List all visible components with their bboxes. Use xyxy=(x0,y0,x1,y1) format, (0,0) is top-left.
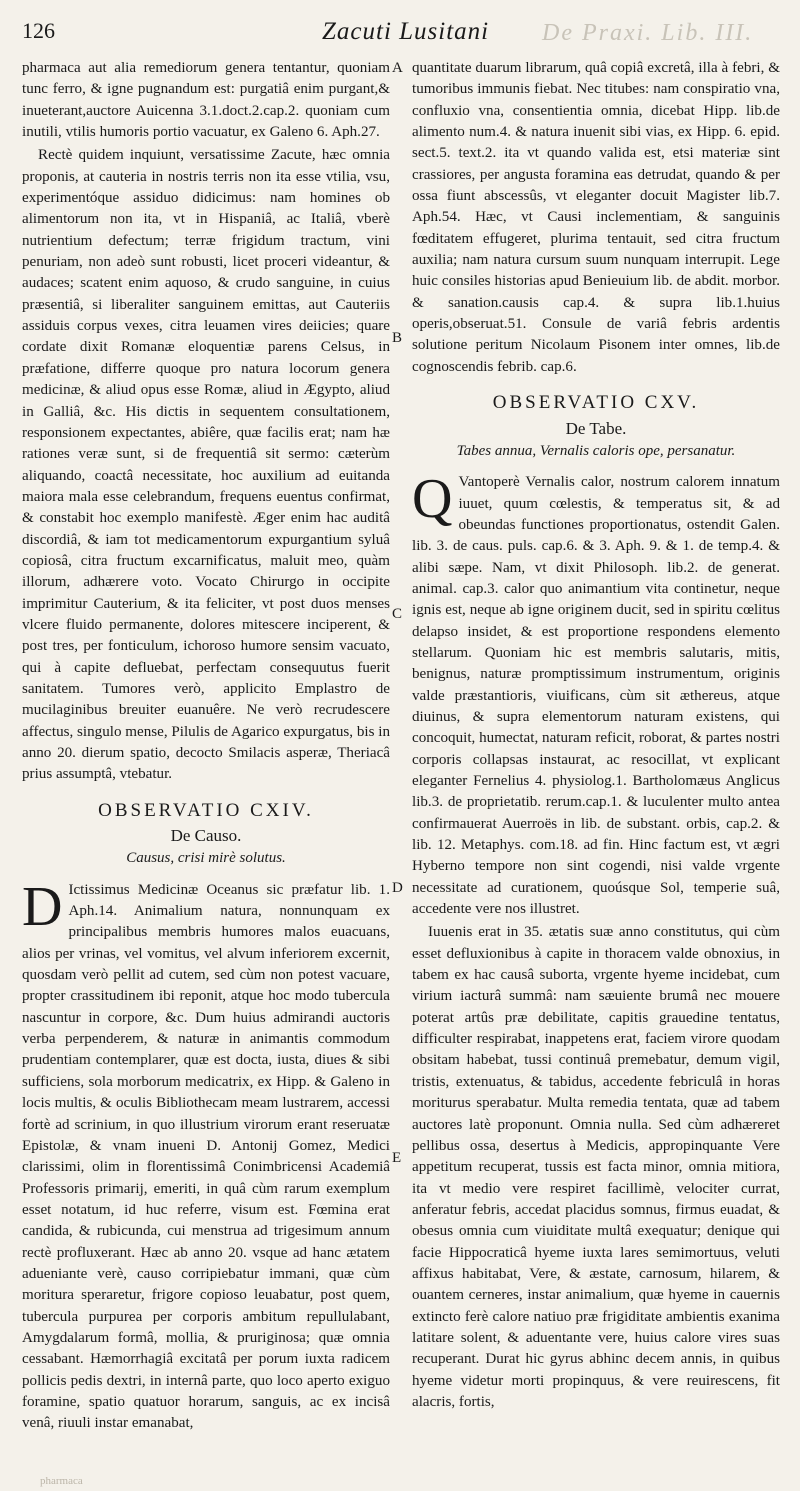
drop-cap: Q xyxy=(412,468,453,531)
observation-subtitle: De Causo. xyxy=(170,826,242,846)
margin-letter-b: B xyxy=(392,330,403,346)
running-title: Zacuti Lusitani xyxy=(322,18,490,45)
margin-letter-e: E xyxy=(392,1150,402,1166)
footer-bleed-text: pharmaca xyxy=(40,1475,83,1487)
drop-cap: D xyxy=(22,875,63,938)
left-column xyxy=(22,58,390,1435)
right-paragraph-2: Vantoperè Vernalis calor, nostrum calorem innatum iuuet, quum cœlestis, & temperatus sit, & ad obeundas functiones proportionatus, ostendit Galen. lib. 3. de caus. puls. cap.6. & 3. Aph. 9. & 1. de temp.4. & alibi sæpe. Nam, vt dixit Philosoph. lib.2. de generat. animal. cap.3. calor quo animantium vita continetur, neque ignis est, neque ab igne originem ducit, sed in spiritu cœlitus delapso insidet, & est proportione respondens elemento stellarum. Quoniam hic est membris salutaris, mitis, benignus, naturæ promptissimum instrumentum, originis valde præstantioris, viuificans, cùm sit æthereus, atque diuinus, & supra elementorum naturam existens, qui concoquit, humectat, naturam reficit, roborat, & partes nostri corporis collapsas instaurat, ac resocillat, vt explicant eleganter Fernelius 4. physiolog.1. Bartholomæus Anglicus lib.3. de proprietatib. rerum.cap.1. & luculenter multo antea confirmauerat Auerroës in lib. de substant. orbis, cap.2. & lib. 12. Metaphys. com.18. ad fin. Hinc factum est, vt ægri Hyberno tempore non sint cogendi, nisi valde vrgente necessitate ad curationem, quoúsque Sol, temperie suâ, accedente vere nos illustret. xyxy=(412,474,780,918)
page-number: 126 xyxy=(22,18,55,43)
observation-subtitle: De Tabe. xyxy=(565,418,627,438)
left-paragraph-2: Rectè quidem inquiunt, versatissime Zacute, hæc omnia proponis, at cauteria in nostris terris non ita esse vtilia, vsu, experimentóque assiduo didicimus: nam homines ob alimentorum non ita, vt in Hispaniâ, ac Italiâ, vberè nutrientium defectum; terræ frigidum tractum, vini penuriam, non adeò sunt robusti, licet proceri videantur, & audaces; scatent enim aquoso, & crudo sanguine, in cuius præsentiâ, si liberaliter sanguinem emittas, aut Cauteriis assiduis corpus vexes, citra leuamen vires deiicies; quare cordate dixit Romanæ eloquentiæ parens Celsus, in præfatione, differre quoque pro natura locorum genera medicinæ, & aliud opus esse Romæ, aliud in Ægypto, aliud in Galliâ, &c. His dictis in sequentem consultationem, responsionem expectantes, abiêre, quæ facilis erat; nam hæ rationes veræ sunt, si de frequentiâ sit sermo: cæterùm aliquando, coactâ necessitate, hoc auxilium ad euitanda maiora mala esse celebrandum, frequens euentus confirmat, & constabit hoc exemplo manifestè. Æger enim hac auditâ discordiâ, & iam tot medicamentorum expurgantium syluâ copiosâ, citra fructum excarnificatus, maluit meo, quàm illorum, adhærere voto. Vocato Chirurgo in occipite imprimitur Cauterium, & ita feliciter, vt post duos menses vlcere fluido permanente, dolores mitescere inciperent, & post tres, per fonticulum, ichoroso humore sensim vacuato, qui à capite defluebat, perfectam consequutus fuerit sanitatem. Tumores verò, applicito Emplastro de mucilaginibus breuiter euanuêre. Ne verò recrudescere affectus, singulo mense, Pilulis de Agarico expurgatus, bis in anno 20. dierum spatio, decocto Smilacis asperæ, Theriacâ prius assumptâ, vtebatur. xyxy=(22,147,390,783)
right-paragraph-1: quantitate duarum librarum, quâ copiâ excretâ, illa à febri, & tumoribus immunis fiebat. Nec titubes: nam conspiratio vna, confluxio vna, consentientia omnia, dicebat Hipp. lib.de alimento num.4. & natura inuenit sibi vias, ex Hipp. 6. epid. sect.5. text.2. ita vt quando valida est, etsi materiæ sint crassiores, per angusta foramina eas detrudat, quando & per ossa fiunt abscessûs, vt eleganter docuit Magister lib.7. Aph.54. Hæc, vt Causi inclementiam, & sanguinis fœditatem effugeret, plurima tentauit, sed citra fructum auxilia; nam natura cursum suum nunquam interrupit. Lege huic consiles historias apud Benieuium lib. de abdit. morbor. & sanation.causis cap.4. & supra lib.1.huius operis,obseruat.51. Consule de variâ febris ardentis solutione peritum Nicolaum Pisonem inter omnes, lib.de cognoscendis febrib. cap.6. xyxy=(412,60,780,375)
observation-title: OBSERVATIO CXV. xyxy=(492,392,700,414)
left-paragraph-1: pharmaca aut alia remediorum genera tentantur, quoniam tunc ferro, & igne pugnandum est: purgatiâ enim purgant,& inueterant,auctore Auicenna 3.1.doct.2.cap.2. quoniam cum inutili, vtilis humoris portio vacuatur, ex Galeno 6. Aph.27. xyxy=(22,60,390,141)
observation-title: OBSERVATIO CXIV. xyxy=(98,799,314,821)
observation-summary: Causus, crisi mirè solutus. xyxy=(126,850,286,867)
margin-letter-c: C xyxy=(392,606,403,622)
right-paragraph-3: Iuuenis erat in 35. ætatis suæ anno constitutus, qui cùm esset defluxionibus à capite in thoracem valde obnoxius, in tabem ex hac causâ suborta, vrgente hyeme incidebat, cum virium iacturâ summâ: nam sæuiente brumâ nec mouere poterat artûs præ debilitate, capitis grauedine tentatus, difficulter respirabat, inappetens erat, faciem virore quodam obsitam habebat, tussi continuâ premebatur, demum vigil, tristis, extenuatus, & tabidus, accedente febriculâ in horas moriturus sperabatur. Multa remedia tentata, quæ ad tabem auctores latè proponunt. Omnia nulla. Sed cùm adhæreret pellibus ossa, desertus à Medicis, appropinquante Vere appetitum recuperat, tussis est facta minor, omnia mitiora, ita vt medio vere respiret facillimè, velociter currat, anferatur febris, accedat placidus somnus, firmus euadat, & obesus omnia cum viuiditate multâ exequatur; denique qui facie Hippocraticâ hyeme iuxta lares semimortuus, veluti affixus habitabat, Vere, & æstate, carnosum, hilarem, & ouantem cerneres, instar animalium, quæ hyeme in cauernis extincto ferè calore natiuo præ frigiditate ambientis exanima latitare solent, & aduentante vere, huius calore vires suas recuperant. Durat hic gyrus abhinc decem annis, in quibus hyeme videtur morti propinquus, & vere reuirescens, fit alacris, fortis, xyxy=(412,924,780,1410)
bleed-through-text: De Praxi. Lib. III. xyxy=(542,20,754,46)
left-paragraph-3: Ictissimus Medicinæ Oceanus sic præfatur lib. 1. Aph.14. Animalium natura, nonnunquam ex principalibus membris humores malos euacuans, alios per vrinas, vel vomitus, vel alvum inferiorem excernit, quosdam verò pellit ad cutem, sed cùm non potest vacuare, propter crassitudinem ibi reponit, atque hoc modo tubercula nascuntur in corpore, &c. Dum huius admirandi auctoris verba perpenderem, & naturæ in animantis commodum prudentiam contemplarer, quæ est docta, iusta, diues & sibi sufficiens, sola morborum medicatrix, ex Hipp. & Galeno in locis multis, & oculis Bibliothecam meam lustrarem, accessi fortè ad scrinium, in quo illustrium virorum erant reseruatæ Epistolæ, & vnam inueni D. Antonij Gomez, Medici clarissimi, olim in florentissimâ Conimbricensi Academiâ Professoris primarij, emeriti, in quâ cùm rarum exemplum esset notatum, id huc referre, visum est. Fœmina erat candida, & rubicunda, cui menstrua ad trigesimum annum rectè profluxerant. Hæc ab anno 20. vsque ad hanc ætatem adueniante verè, causo corripiebatur immani, quæ cùm moritura speraretur, frigore copioso leuabatur, post quem, tubercula purpurea per corporis ambitum repullulabant, Amygdalarum formâ, mollia, & pruriginosa; quæ omnia cessabant. Hæmorrhagiâ excitatâ per porum iuxta radicem pollicis pedis dextri, in internâ parte, quo loco aperto exiguo foramine, spatio quatuor horarum, sanguis, ac ex incisâ venâ, riuuli instar emanabat, xyxy=(22,881,390,1432)
right-column xyxy=(412,58,780,1413)
observation-summary: Tabes annua, Vernalis caloris ope, persanatur. xyxy=(456,442,736,459)
margin-letter-a: A xyxy=(392,60,403,76)
margin-letter-d: D xyxy=(392,880,403,896)
page-header xyxy=(22,18,778,50)
